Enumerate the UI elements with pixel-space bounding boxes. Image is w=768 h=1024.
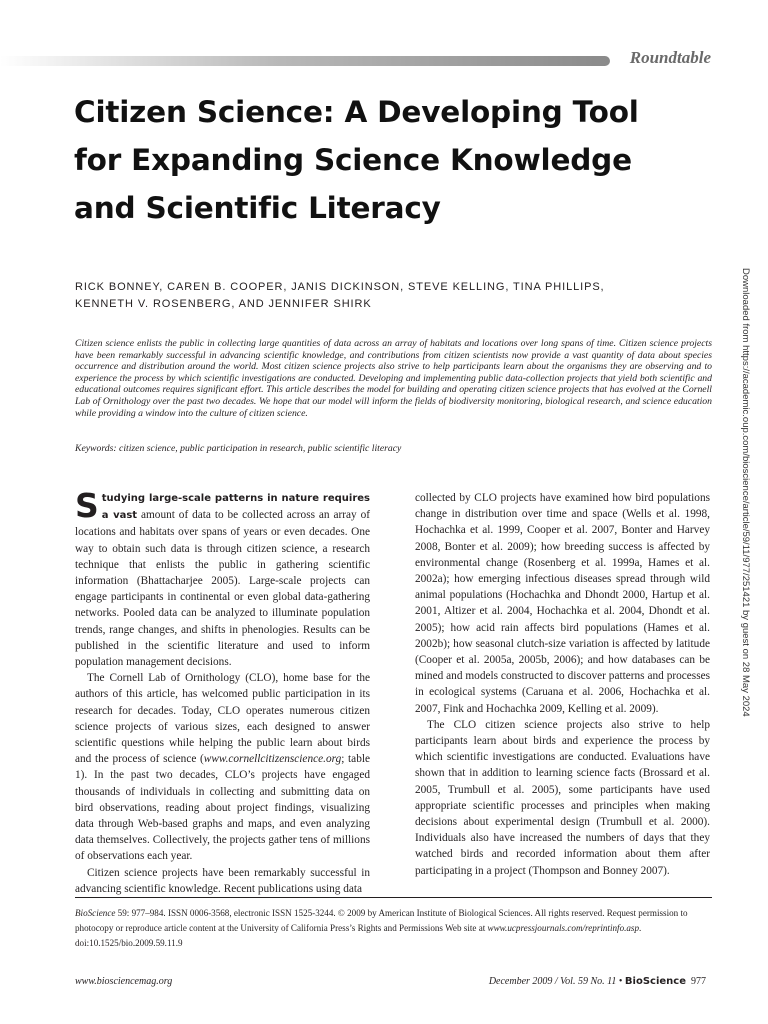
footer-journal: BioScience xyxy=(624,976,686,987)
footer-issue-info xyxy=(489,976,706,987)
title-line: for Expanding Science Knowledge xyxy=(74,143,632,177)
paragraph-text: ; table 1). In the past two decades, CLO’s projects have engaged thousands of individuals in collecting and submitting data on bird observations, reading about project findings, visualizing data through Web-based graphs and maps, and even analyzing data themselves. Collectively, the projects gather tens of millions of observations each year. xyxy=(75,753,370,863)
body-column-right xyxy=(415,490,710,879)
paragraph-text: The Cornell Lab of Ornithology (CLO), home base for the authors of this article, has welcomed public participation in its research for decades. Today, CLO operates numerous citizen science projects of various sizes, each designed to answer scientific questions while helping the public learn about birds and the process of science ( xyxy=(75,672,370,766)
footnote-url: www.ucpressjournals.com/reprintinfo.asp xyxy=(487,922,640,933)
footnote-citation: 59: 977–984. ISSN 0006-3568, electronic ISSN 1525-3244. © 2009 by American Institute of Biological Sciences. All rights reserved. Request permission to photocopy or reproduce article content at the University of California Press’s Rights and Permissions Web site at xyxy=(75,908,688,933)
body-paragraph xyxy=(75,670,370,864)
body-paragraph: collected by CLO projects have examined how bird populations change in distribution over time and space (Wells et al. 1998, Hochachka et al. 1999, Cooper et al. 2007, Bonter and Harvey 2008, Bonter et al. 2009); how breeding success is affected by environmental change (Rosenberg et al. 1999a, Hames et al. 2002a); how emerging infectious diseases spread through wild animal populations (Hochachka and Dhondt 2000, Hartup et al. 2001, Altizer et al. 2004, Hochachka et al. 2004, Dhondt et al. 2005); how acid rain affects bird populations (Hames et al. 2002b); how seasonal clutch-size variation is affected by latitude (Cooper et al. 2005a, 2005b, 2006); and how databases can be mined and models constructed to discover patterns and processes in ecological systems (Caruana et al. 2006, Hochachka et al. 2007, Fink and Hochachka 2009, Kelling et al. 2009). xyxy=(415,492,710,715)
article-title xyxy=(74,88,714,232)
page-number: 977 xyxy=(691,976,706,987)
title-line: and Scientific Literacy xyxy=(74,191,441,225)
drop-cap: S xyxy=(75,486,99,525)
footnote-journal: BioScience xyxy=(75,908,116,918)
body-column-left xyxy=(75,486,370,897)
paragraph-text: amount of data to be collected across an array of locations and habitats over spans of years or even decades. One way to obtain such data is through citizen science, a research technique that enlists the public in gathering scientific information (Bhattacharjee 2005). Large-scale projects can engage participants in continental or even global data-gathering networks. Pooled data can be analyzed to illuminate population trends, range changes, and shifts in phenologies. Results can be published in the scientific literature and used to inform population management decisions. xyxy=(75,509,370,669)
body-paragraph xyxy=(75,486,370,670)
body-paragraph: The CLO citizen science projects also strive to help participants learn about birds and experience the process by which scientific investigations are conducted. Evaluations have shown that in addition to learning science facts (Brossard et al. 2005, Trumbull et al. 2005), some participants have used appropriate scientific processes and principles when making decisions about experimental design (Trumbull et al. 2000). Individuals also have increased the numbers of days that they watched birds and recorded information about them after participating in a project (Thompson and Bonney 2007). xyxy=(415,718,710,877)
footer-issue: December 2009 / Vol. 59 No. 11 xyxy=(488,976,617,987)
abstract: Citizen science enlists the public in collecting large quantities of data across an array of habitats and locations over long spans of time. Citizen science projects have been remarkably successful in advancing scientific knowledge, and contributions from citizen scientists now provide a vast quantity of data about species occurrence and distribution around the world. Most citizen science projects also strive to help participants learn about the organisms they are observing and to experience the process by which scientific investigations are conducted. Developing and implementing public data-collection projects that yield both scientific and educational outcomes requires significant effort. This article describes the model for building and operating citizen science projects that has evolved at the Cornell Lab of Ornithology over the past two decades. We hope that our model will inform the fields of biodiversity monitoring, biological research, and science education while providing a window into the culture of citizen science. xyxy=(75,338,712,419)
header-decorative-bar xyxy=(0,56,610,66)
title-line: Citizen Science: A Developing Tool xyxy=(74,95,639,129)
citation-footnote xyxy=(75,906,712,950)
footer-website: www.biosciencemag.org xyxy=(75,976,173,987)
lead-in-text: tudying large-scale patterns in nature requires a vast xyxy=(101,493,370,522)
footnote-doi: . doi:10.1525/bio.2009.59.11.9 xyxy=(75,922,642,948)
footer-bullet: • xyxy=(616,976,625,987)
author-line: KENNETH V. ROSENBERG, AND JENNIFER SHIRK xyxy=(75,298,372,310)
website-link: www.cornellcitizenscience.org xyxy=(203,753,342,766)
keywords: Keywords: citizen science, public participation in research, public scientific literacy xyxy=(75,443,402,454)
author-line: RICK BONNEY, CAREN B. COOPER, JANIS DICKINSON, STEVE KELLING, TINA PHILLIPS, xyxy=(75,281,605,293)
author-list xyxy=(75,279,605,313)
download-watermark: Downloaded from https://academic.oup.com/bioscience/article/59/11/977/251421 by guest on 28 May 2024 xyxy=(740,268,751,717)
body-paragraph: Citizen science projects have been remarkably successful in advancing scientific knowledge. Recent publications using data xyxy=(75,866,370,895)
section-label: Roundtable xyxy=(629,48,711,67)
footnote-divider xyxy=(75,897,712,898)
